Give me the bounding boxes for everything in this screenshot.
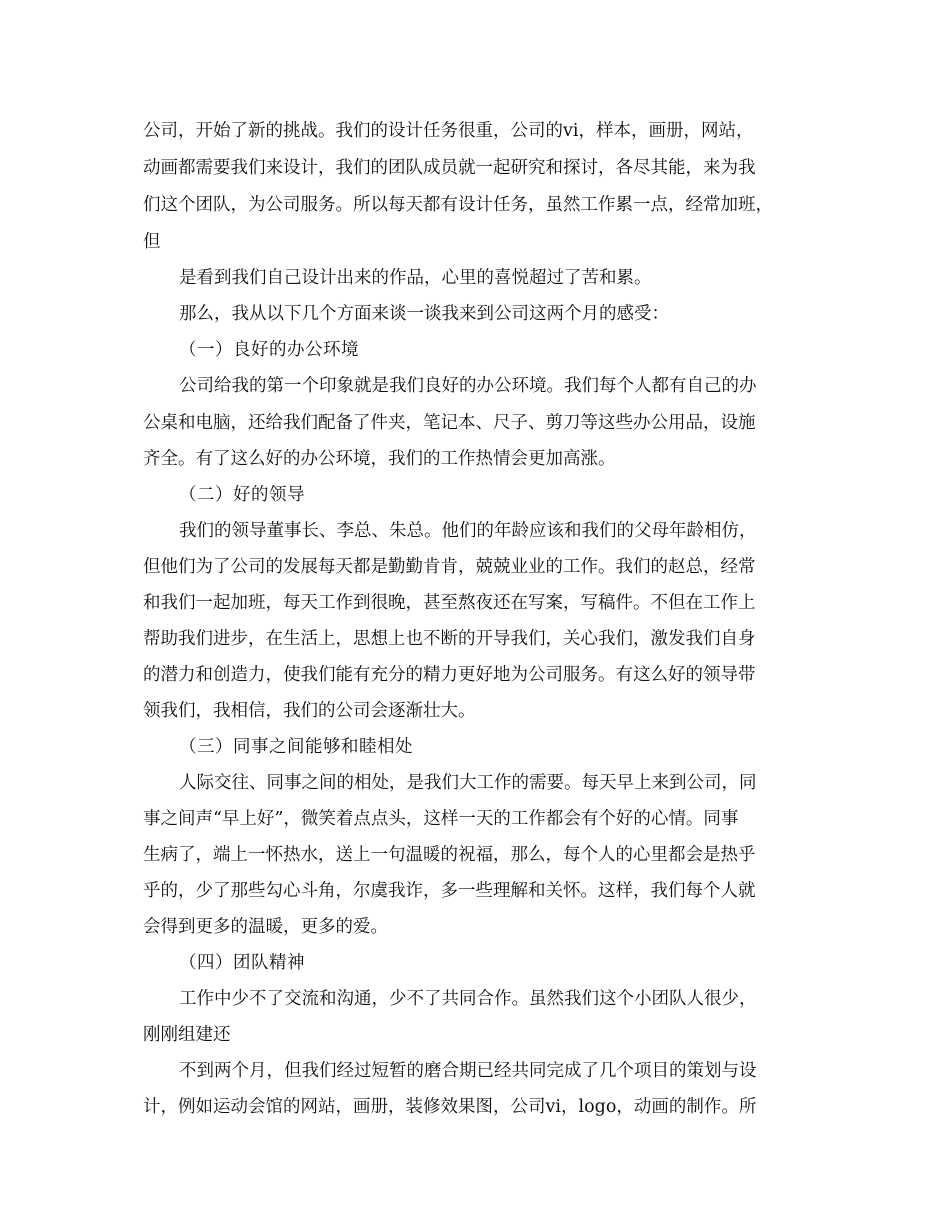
body-text-line: 计，例如运动会馆的网站，画册，装修效果图，公司vi，logo，动画的制作。所 [143, 1097, 757, 1117]
section-heading-2: （二）好的领导 [179, 485, 305, 505]
body-text-line: 和我们一起加班，每天工作到很晚，甚至熬夜还在写案，写稿件。不但在工作上 [143, 593, 756, 613]
body-text-line: 我们的领导董事长、李总、朱总。他们的年龄应该和我们的父母年龄相仿， [179, 521, 757, 541]
body-text-line: 的潜力和创造力，使我们能有充分的精力更好地为公司服务。有这么好的领导带 [143, 665, 756, 685]
section-heading-4: （四）团队精神 [179, 953, 305, 973]
body-text-line: 领我们，我相信，我们的公司会逐渐壮大。 [143, 701, 476, 721]
body-text-line: 是看到我们自己设计出来的作品，心里的喜悦超过了苦和累。 [179, 268, 652, 288]
body-text-line: 会得到更多的温暖，更多的爱。 [143, 917, 388, 937]
body-text-line: 但 [143, 232, 161, 252]
section-heading-3: （三）同事之间能够和睦相处 [179, 737, 413, 757]
body-text-line: 不到两个月，但我们经过短暂的磨合期已经共同完成了几个项目的策划与设 [179, 1061, 757, 1081]
body-text-line: 齐全。有了这么好的办公环境，我们的工作热情会更加高涨。 [143, 449, 616, 469]
body-text-line: 公司，开始了新的挑战。我们的设计任务很重，公司的vi，样本，画册，网站， [143, 121, 754, 141]
body-text-line: 工作中少不了交流和沟通，少不了共同合作。虽然我们这个小团队人很少， [179, 989, 757, 1009]
body-text-line: 但他们为了公司的发展每天都是勤勤肯肯，兢兢业业的工作。我们的赵总，经常 [143, 557, 756, 577]
section-heading-1: （一）良好的办公环境 [179, 340, 359, 360]
body-text-line: 事之间声“早上好”，微笑着点点头，这样一天的工作都会有个好的心情。同事 [143, 809, 739, 829]
body-text-line: 刚刚组建还 [143, 1025, 231, 1045]
body-text-line: 们这个团队，为公司服务。所以每天都有设计任务，虽然工作累一点，经常加班， [143, 195, 773, 215]
body-text-line: 那么，我从以下几个方面来谈一谈我来到公司这两个月的感受： [179, 304, 669, 324]
body-text-line: 乎的，少了那些勾心斗角，尔虞我诈，多一些理解和关怀。这样，我们每个人就 [143, 881, 756, 901]
body-text-line: 帮助我们进步，在生活上，思想上也不断的开导我们，关心我们，激发我们自身 [143, 629, 756, 649]
body-text-line: 公司给我的第一个印象就是我们良好的办公环境。我们每个人都有自己的办 [179, 376, 757, 396]
body-text-line: 生病了，端上一怀热水，送上一句温暖的祝福，那么，每个人的心里都会是热乎 [143, 845, 756, 865]
body-text-line: 公桌和电脑，还给我们配备了件夹，笔记本、尺子、剪刀等这些办公用品，设施 [143, 413, 756, 433]
body-text-line: 动画都需要我们来设计，我们的团队成员就一起研究和探讨，各尽其能，来为我 [143, 158, 756, 178]
body-text-line: 人际交往、同事之间的相处，是我们大工作的需要。每天早上来到公司，同 [179, 773, 757, 793]
